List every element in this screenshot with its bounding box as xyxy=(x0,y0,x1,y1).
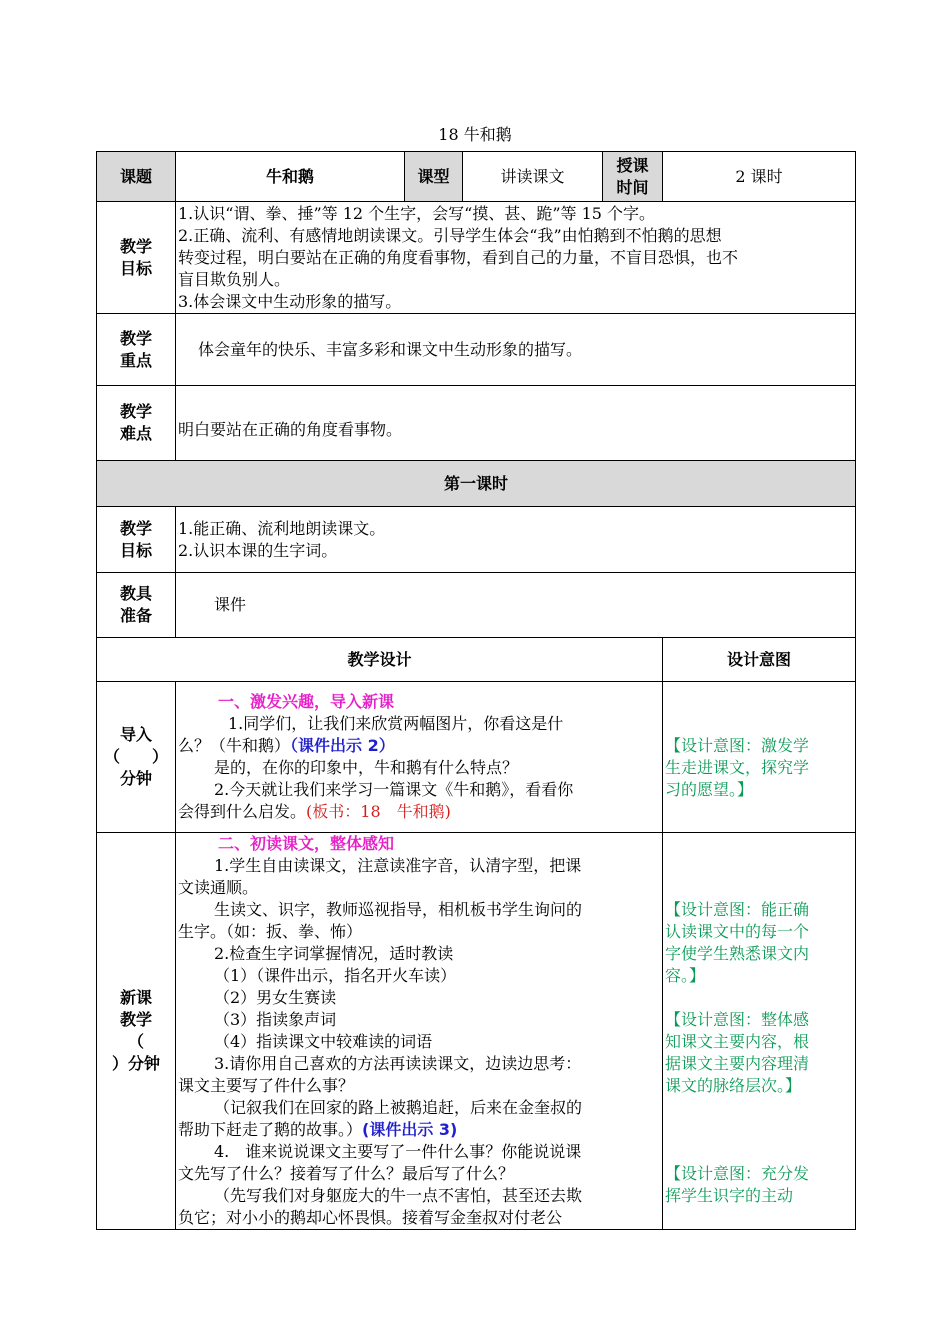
intro-line-3: 是的，在你的印象中，牛和鹅有什么特点？ xyxy=(214,758,519,777)
intro-line-5: 会得到什么启发。(板书：18 牛和鹅) xyxy=(178,802,451,821)
newlesson-line-16: （先写我们对身躯庞大的牛一点不害怕，甚至还去欺 xyxy=(214,1186,583,1205)
intro-intent xyxy=(663,682,856,833)
intent-spacer-1 xyxy=(665,987,853,1009)
lesson1-title-row xyxy=(97,461,856,507)
goal-line-1: 1.认识“谓、拳、捶”等 12 个生字，会写“摸、甚、跪”等 15 个字。 xyxy=(178,203,656,223)
tools-content xyxy=(176,573,856,638)
newlesson-line-8: （3）指读象声词 xyxy=(214,1010,337,1029)
focus-row xyxy=(97,314,856,386)
intro-row xyxy=(97,682,856,833)
newlesson-intent1-4: 容。】 xyxy=(665,966,706,985)
lesson1-title: 第一课时 xyxy=(97,461,856,507)
newlesson-content xyxy=(176,833,663,1230)
newlesson-intent3-2: 挥学生识字的主动 xyxy=(665,1186,794,1205)
design-label: 教学设计 xyxy=(97,638,663,682)
goal-line-5: 3.体会课文中生动形象的描写。 xyxy=(178,291,402,311)
newlesson-intent3-1: 【设计意图：充分发 xyxy=(665,1164,810,1183)
design-header-row xyxy=(97,638,856,682)
courseware-2-note: （课件出示 2） xyxy=(290,736,395,755)
topic-value: 牛和鹅 xyxy=(176,152,405,202)
newlesson-intent2-4: 课文的脉络层次。】 xyxy=(665,1076,802,1095)
newlesson-intent2-2: 知课文主要内容，根 xyxy=(665,1032,810,1051)
intro-label: 导入 （ ） 分钟 xyxy=(97,682,176,833)
newlesson-line-5: 2.检查生字词掌握情况，适时教读 xyxy=(214,944,454,963)
intro-intent-1: 【设计意图：激发学 xyxy=(665,736,810,755)
newlesson-intent2-1: 【设计意图：整体感 xyxy=(665,1010,810,1029)
intent-spacer-2 xyxy=(665,1097,853,1163)
newlesson-heading: 二、初读课文，整体感知 xyxy=(218,834,395,853)
goal-line-2: 2.正确、流利、有感情地朗读课文。引导学生体会“我”由怕鹅到不怕鹅的思想 xyxy=(178,225,722,245)
focus-content xyxy=(176,314,856,386)
newlesson-line-3: 生读文、识字，教师巡视指导，相机板书学生询问的 xyxy=(214,900,583,919)
newlesson-line-13: 帮助下赶走了鹅的故事。）(课件出示 3) xyxy=(178,1120,458,1139)
intro-line-4: 2.今天就让我们来学习一篇课文《牛和鹅》，看看你 xyxy=(214,780,574,799)
goal-line-3: 转变过程，明白要站在正确的角度看事物，看到自己的力量，不盲目恐惧，也不 xyxy=(178,247,739,267)
type-label: 课型 xyxy=(405,152,463,202)
type-value: 讲读课文 xyxy=(463,152,603,202)
difficulty-row xyxy=(97,386,856,461)
newlesson-line-12: （记叙我们在回家的路上被鹅追赶，后来在金奎叔的 xyxy=(214,1098,583,1117)
intro-heading: 一、激发兴趣，导入新课 xyxy=(218,692,395,711)
newlesson-intent1-3: 字使学生熟悉课文内 xyxy=(665,944,810,963)
newlesson-line-2: 文读通顺。 xyxy=(178,878,259,897)
time-value: 2 课时 xyxy=(663,152,856,202)
topic-label: 课题 xyxy=(97,152,176,202)
newlesson-line-11: 课文主要写了件什么事？ xyxy=(178,1076,355,1095)
difficulty-label: 教学 难点 xyxy=(97,386,176,461)
courseware-3-note: (课件出示 3) xyxy=(362,1120,458,1139)
intro-intent-3: 习的愿望。】 xyxy=(665,780,754,799)
board-note: (板书：18 牛和鹅) xyxy=(306,802,451,821)
difficulty-text: 明白要站在正确的角度看事物。 xyxy=(178,420,403,439)
lesson1-goals-content xyxy=(176,507,856,573)
header-row xyxy=(97,152,856,202)
intro-intent-2: 生走进课文，探究学 xyxy=(665,758,810,777)
newlesson-label: 新课 教学 （ ）分钟 xyxy=(97,833,176,1230)
goals-row xyxy=(97,202,856,314)
lesson-plan-table xyxy=(96,151,856,1230)
newlesson-line-10: 3.请你用自己喜欢的方法再读读课文，边读边思考： xyxy=(214,1054,582,1073)
lesson1-goal-1: 1.能正确、流利地朗读课文。 xyxy=(178,518,386,538)
intent-label: 设计意图 xyxy=(663,638,856,682)
goal-line-4: 盲目欺负别人。 xyxy=(178,269,291,289)
document-title: 18 牛和鹅 xyxy=(438,125,512,144)
newlesson-line-4: 生字。（如：扳、拳、怖） xyxy=(178,922,363,941)
newlesson-line-1: 1.学生自由读课文，注意读准字音，认清字型，把课 xyxy=(214,856,582,875)
lesson1-goals-label: 教学 目标 xyxy=(97,507,176,573)
newlesson-intent1-2: 认读课文中的每一个 xyxy=(665,922,810,941)
intro-content xyxy=(176,682,663,833)
newlesson-line-6: （1）（课件出示，指名开火车读） xyxy=(214,966,457,985)
newlesson-row xyxy=(97,833,856,1230)
newlesson-intent2-3: 据课文主要内容理清 xyxy=(665,1054,810,1073)
focus-text: 体会童年的快乐、丰富多彩和课文中生动形象的描写。 xyxy=(198,339,583,359)
lesson1-goal-2: 2.认识本课的生字词。 xyxy=(178,540,338,560)
goals-content xyxy=(176,202,856,314)
tools-label: 教具 准备 xyxy=(97,573,176,638)
newlesson-line-7: （2）男女生赛读 xyxy=(214,988,337,1007)
newlesson-line-14: 4. 谁来说说课文主要写了一件什么事？你能说说课 xyxy=(214,1142,582,1161)
difficulty-content xyxy=(176,386,856,461)
newlesson-intent xyxy=(663,833,856,1230)
newlesson-intent1-1: 【设计意图：能正确 xyxy=(665,900,810,919)
tools-text: 课件 xyxy=(214,595,247,614)
intro-line-1: 1.同学们，让我们来欣赏两幅图片，你看这是什 xyxy=(228,714,564,733)
goals-label: 教学 目标 xyxy=(97,202,176,314)
intro-line-2: 么？（牛和鹅）（课件出示 2） xyxy=(178,736,395,755)
focus-label: 教学 重点 xyxy=(97,314,176,386)
newlesson-line-17: 负它；对小小的鹅却心怀畏惧。接着写金奎叔对付老公 xyxy=(178,1208,563,1227)
lesson1-goals-row xyxy=(97,507,856,573)
newlesson-line-9: （4）指读课文中较难读的词语 xyxy=(214,1032,433,1051)
time-label: 授课 时间 xyxy=(603,152,663,202)
tools-row xyxy=(97,573,856,638)
newlesson-line-15: 文先写了什么？接着写了什么？最后写了什么？ xyxy=(178,1164,515,1183)
